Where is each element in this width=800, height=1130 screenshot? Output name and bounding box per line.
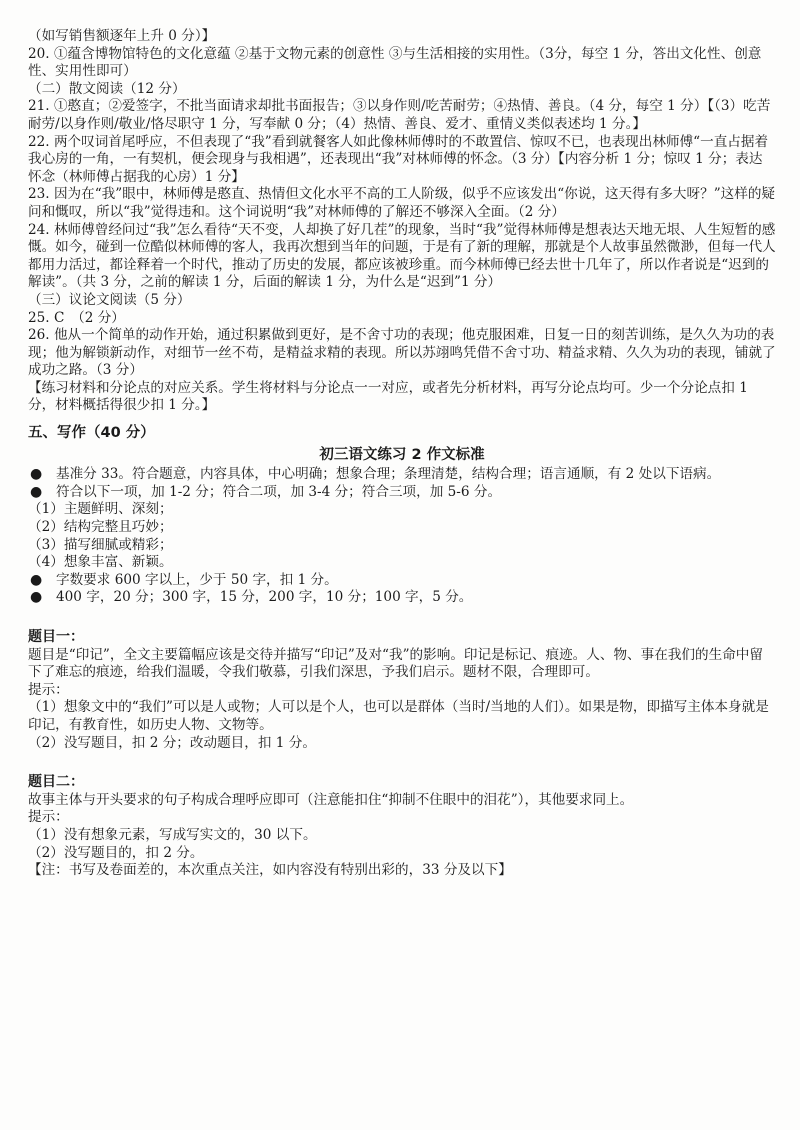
topic-2-tip-1: （1）没有想象元素，写成写实文的，30 以下。: [28, 826, 317, 843]
topic-2-tips-label: 提示：: [28, 809, 69, 826]
grading-note: 【注：书写及卷面差的，本次重点关注，如内容没有特别出彩的，33 分及以下】: [28, 862, 512, 879]
answer-23: 23. 因为在“我”眼中，林师傅是憨直、热情但文化水平不高的工人阶级，似乎不应该发出“你说，这天得有多大呀？”这样的疑问和慨叹，所以“我”觉得违和。这个词说明“我”对林师傅的了解还不够深入全面。（2 分）: [28, 186, 776, 220]
bullet-icon: ●: [30, 571, 43, 588]
answer-25: 25. C （2 分）: [28, 309, 125, 326]
bonus-item-1: （1）主题鲜明、深刻；: [28, 501, 173, 518]
bonus-item-3: （3）描写细腻或精彩；: [28, 536, 173, 553]
rubric-title: 初三语文练习 2 作文标准: [319, 446, 485, 463]
topic-1-body: 题目是“印记”，全文主要篇幅应该是交待并描写“印记”及对“我”的影响。印记是标记、痕迹。人、物、事在我们的生命中留下了难忘的痕迹，给我们温暖，令我们敬慕，引我们深思，予我们启示。题材不限，合理即可。: [28, 646, 763, 681]
topic-2-body: 故事主体与开头要求的句子构成合理呼应即可（注意能扣住“抑制不住眼中的泪花”），其他要求同上。: [28, 791, 634, 808]
section-prose-reading: （二）散文阅读（12 分）: [28, 80, 186, 97]
rubric-bullet-text: 符合以下一项，加 1-2 分；符合二项，加 3-4 分；符合三项，加 5-6 分。: [56, 483, 502, 500]
rubric-bullet-base: [28, 466, 776, 484]
rubric-bullet-text: 字数要求 600 字以上，少于 50 字，扣 1 分。: [56, 571, 338, 588]
answer-20: 20. ①蕴含博物馆特色的文化意蕴 ②基于文物元素的创意性 ③与生活相接的实用性。（3分，每空 1 分，答出文化性、创意性、实用性即可）: [28, 45, 762, 80]
topic-1-tips-label: 提示：: [28, 681, 69, 698]
rubric-bullet-text: 400 字，20 分；300 字，15 分，200 字，10 分；100 字，5 分。: [56, 589, 473, 606]
bullet-icon: ●: [30, 483, 43, 500]
topic-2-tip-2: （2）没写题目的，扣 2 分。: [28, 844, 204, 861]
topic-1-heading: 题目一：: [28, 629, 84, 645]
line-q19-note: （如写销售额逐年上升 0 分）】: [28, 28, 216, 44]
rubric-bullet-scale: [28, 589, 776, 607]
topic-1-tip-1: （1）想象文中的“我们”可以是人或物；人可以是个人，也可以是群体（当时/当地的人们）。如果是物，即描写主体本身就是印记，有教育性，如历史人物、文物等。: [28, 699, 769, 733]
bullet-icon: ●: [30, 589, 43, 606]
bonus-item-2: （2）结构完整且巧妙；: [28, 519, 173, 536]
section-argument-reading: （三）议论文阅读（5 分）: [28, 291, 191, 308]
bonus-item-4: （4）想象丰富、新颖。: [28, 554, 173, 571]
answer-24: 24. 林师傅曾经问过“我”怎么看待“天不变，人却换了好几茬”的现象，当时“我”觉得林师傅是想表达天地无垠、人生短暂的感慨。如今，碰到一位酷似林师傅的客人，我再次想到当年的问题，于是有了新的理解，那就是个人故事虽然微渺，但每一代人都用力活过，都诠释着一个时代，推动了历史的发展，都应该被珍重。而今林师傅已经去世十几年了，所以作者说是“迟到的解读”。（共 3 分，之前的解读 1 分，后面的解读 1 分，为什么是“迟到”1 分）: [28, 221, 776, 291]
topic-2-heading: 题目二：: [28, 774, 84, 791]
rubric-bullet-wordcount: [28, 572, 776, 590]
rubric-bullet-text: 基准分 33。符合题意，内容具体，中心明确；想象合理；条理清楚，结构合理；语言通顺，有 2 处以下语病。: [56, 466, 721, 483]
answer-22: 22. 两个叹词首尾呼应，不但表现了“我”看到就餐客人如此像林师傅时的不敢置信、惊叹不已，也表现出林师傅“一直占据着我心房的一角，一有契机，便会现身与我相遇”，还表现出“我”对林师傅的怀念。（3 分）【内容分析 1 分；惊叹 1 分；表达怀念（林师傅占据我的心房）1 分】: [28, 133, 769, 185]
section-writing: 五、写作（40 分）: [28, 425, 155, 442]
answer-26-note: 【练习材料和分论点的对应关系。学生将材料与分论点一一对应，或者先分析材料，再写分论点均可。少一个分论点扣 1 分，材料概括得很少扣 1 分。】: [28, 379, 748, 414]
bullet-icon: ●: [30, 466, 43, 483]
topic-1-tip-2: （2）没写题目，扣 2 分；改动题目，扣 1 分。: [28, 734, 316, 751]
rubric-bullet-bonus: [28, 484, 776, 502]
answer-key-content: [28, 28, 776, 880]
answer-21: 21. ①憨直；②爱签字，不批当面请求却批书面报告；③以身作则/吃苦耐劳；④热情、善良。（4 分，每空 1 分）【（3）吃苦耐劳/以身作则/敬业/恪尽职守 1 分，写奉献 0 分；（4）热情、善良、爱才、重情义类似表述均 1 分。】: [28, 98, 771, 132]
answer-26: 26. 他从一个简单的动作开始，通过积累做到更好，是不舍寸功的表现；他克服困难，日复一日的刻苦训练，是久久为功的表现；他为解锁新动作，对细节一丝不苟，是精益求精的表现。所以苏翊鸣凭借不舍寸功、精益求精、久久为功的表现，铺就了成功之路。（3 分）: [28, 327, 776, 379]
